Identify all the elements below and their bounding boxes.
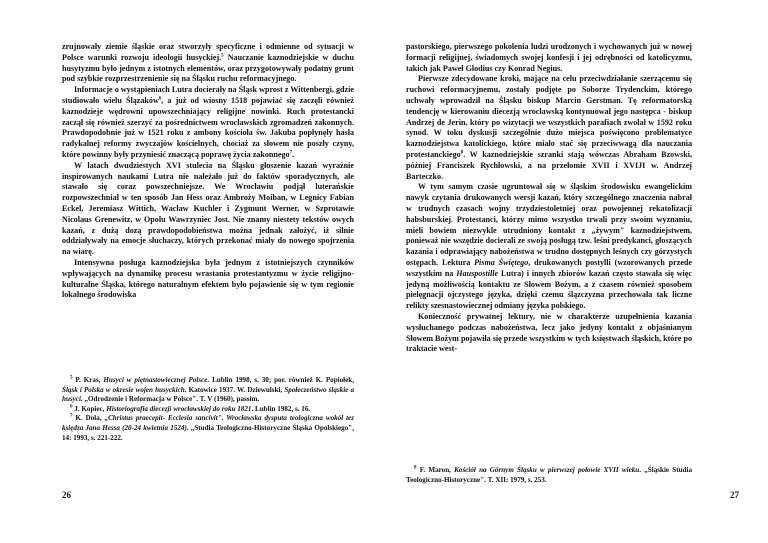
- paragraph: Intensywna posługa kaznodziejska była jednym z istotniejszych czynników wpływających na dynamikę procesu wrastania protestantyzmu w życie religijno-kulturalne Śląska, którego naturalnym efektem było pojawienie się w tym regionie lokalnego środowiska: [62, 257, 354, 300]
- footnote: $^5$ P. Kras, Husyci w piętnastowiecznej Polsce. Lublin 1998, s. 30; por. również K. Popiołek, Śląsk i Polska w okresie wojen husyckich. Katowice 1937. W. Dziewulski, Społeczeństwo śląskie a husyci. „Odrodzenie i Reformacja w Polsce". T. V (1960), passim.: [62, 375, 355, 404]
- page-number: 26: [62, 490, 71, 500]
- paragraph: Konieczność prywatnej lektury, nie w charakterze uzupełnienia kazania wysłuchanego podczas nabożeństwa, lecz jako jedyny kontakt z objaśnianym Słowem Bożym pojawiła się przede wszystkim w tych księstwach śląskich, które po traktacie west-: [406, 311, 692, 354]
- paragraph: pastorskiego, pierwszego pokolenia ludzi urodzonych i wychowanych już w nowej formacji religijnej, świadomych swojej konfesji i jej odrębności od katolicyzmu, takich jak Paweł Glodius czy Konrad Negius.: [406, 42, 692, 73]
- page-number: 27: [730, 490, 739, 500]
- footnote: $^8$ F. Maron, Kościół na Górnym Śląsku w pierwszej połowie XVII wieku. „Śląskie Studia Teologiczno-Historyczne". T. XII: 1979, s. 253.: [406, 465, 693, 484]
- right-body-text: [406, 42, 692, 355]
- left-footnotes: [62, 376, 354, 443]
- paragraph: Pierwsze zdecydowane kroki, mające na celu przeciwdziałanie szerzącemu się ruchowi reformacyjnemu, zostały podjęte po Soborze Trydenckim, którego uchwały wprowadził na Śląsku biskup Marcin Gerstman. Tę reformatorską tendencję w kierowaniu diecezją wrocławską kontynuował jego następca - biskup Andrzej de Jerin, który po wizytacji we wszystkich parafiach zwołał w 1592 roku synod. W toku dyskusji szczególnie dużo miejsca poświęcono problematyce kaznodziejstwa katolickiego, które miało stać się przeciwwagą dla nauczania protestanckiego$^8$. W kaznodziejskie szranki stają wówczas Abraham Bzowski, później Franciszek Rychłowski, a na przełomie XVII i XVIJI w. Andrzej Barteczko.: [406, 74, 692, 181]
- footnote: $^7$ K. Dola, „Christus praecepit- Ecclesia sancivit". Wrocławska dysputa teologiczna wokół tez księdza Jana Hessa (20-24 kwietnia 1524). „Studia Teologiczno-Historyczne Śląska Opolskiego", 14: 1993, s. 221-222.: [62, 414, 354, 442]
- left-body-text: [62, 42, 354, 301]
- paragraph: W latach dwudziestych XVI stulecia na Śląsku głoszenie kazań wyraźnie inspirowanych naukami Lutra nie należało już do faktów sporadycznych, ale stawało się coraz powszechniejsze. We Wrocławiu podjął luterańskie rozpowszechniał w ten sposób Jan Hess oraz Ambroży Moiban, w Legnicy Fabian Eckel, Jeremiasz Wittich, Wacław Kuchler i Zygmunt Werner, w Szprotawie Nicolaus Grenewitz, w Opolu Wawrzyniec Jost. Nie znamy niestety tekstów owych kazań, z dużą dozą prawdopodobieństwa można jednak założyć, iż silnie oddziaływały na emocje słuchaczy, których przekonać miały do nowego spojrzenia na wiarę.: [62, 160, 354, 257]
- paragraph: Informacje o wystąpieniach Lutra docierały na Śląsk wprost z Wittenbergi, gdzie studiowało wielu Ślązaków$^6$, a już od wiosny 1518 pojawiać się zaczęli również kaznodzieje wędrowni upowszechniający religijne nowinki. Ruch protestancki zaczął się również szerzyć za pośrednictwem wrocławskich zgromadzeń zakonnych. Prawdopodobnie już w 1521 roku z ambony kościoła św. Jakuba popłynęły hasła radykalnej reformy zwyczajów kościelnych, chociaż za słowem nie poszły czyny, które powinny były przyniesić znaczącą poprawę życia zakonnego$^7$.: [62, 85, 354, 159]
- footnote: $^6$ J. Kopiec, Historiografia diecezji wrocławskiej do roku 1821. Lublin 1982, s. 16.: [70, 404, 311, 413]
- paragraph: zrujnowały ziemie śląskie oraz stworzyły specyficzne i odmienne od sytuacji w Polsce warunki rozwoju ideologii husyckiej.$^5$ Nauczanie kaznodziejskie w duchu husytyzmu było jednym z istotnych elementów, oraz przygotowywały podatny grunt pod szybkie rozprzestrzenienie się na Śląsku ruchu reformacyjnego.: [62, 42, 354, 84]
- right-page: [384, 0, 768, 543]
- paragraph: W tym samym czasie ugruntował się w śląskim środowisku ewangelickim nawyk czytania drukowanych wersji kazań, który szczególnego znaczenia nabrał w trudnych czasach wojny trzydziestoletniej oraz powojennej rekatolizacji habsburskiej. Protestanci, którzy mimo wszystko trwali przy swoim wyznaniu, mieli bowiem niezwykle utrudniony kontakt z „żywym" kaznodziejstwem, ponieważ nie wszędzie docierali ze swoją posługą tzw. leśni predykanci, głoszących kazania i odprawiający nabożeństwa w trudno dostępnych leśnych czy górzystych ostępach. Lektura Pisma Świętego, drukowanych postylli (wzorowanych przede wszystkim na Hauspostille Lutra) i innych zbiorów kazań często stawała się więc jedyną możliwością kontaktu ze Słowem Bożym, a z czasem również sposobem pielęgnacji ojczystego języka, dzięki czemu ślązczyzna przechowała tak liczne relikty szesnastowiecznej odmiany języka polskiego.: [406, 182, 693, 311]
- right-footnotes: [406, 466, 692, 485]
